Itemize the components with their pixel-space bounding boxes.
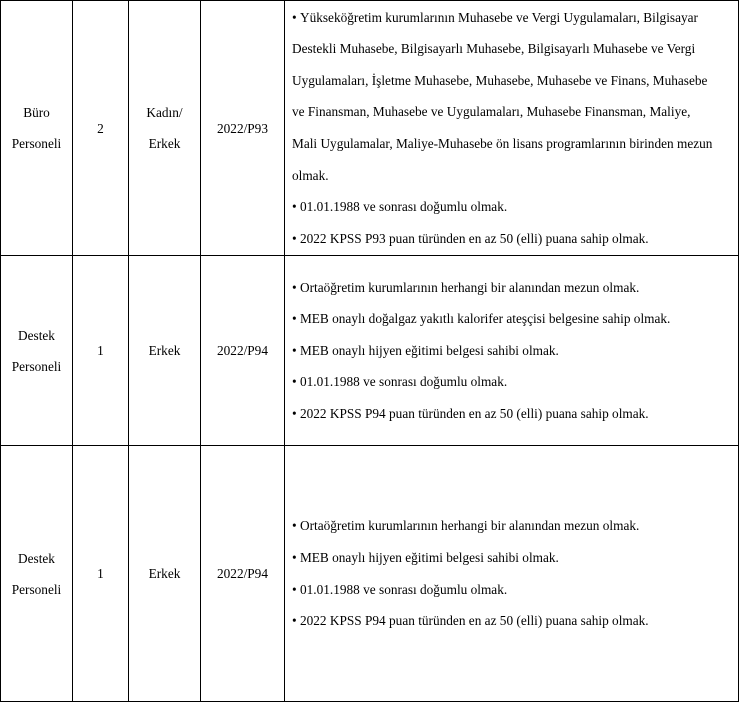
position-line: Destek	[18, 327, 55, 343]
table-row	[1, 1, 739, 256]
position-cell	[1, 1, 73, 256]
code-cell: 2022/P94	[201, 446, 285, 702]
requirements-cell	[285, 446, 739, 702]
requirement-item-continued: Mali Uygulamalar, Maliye-Muhasebe ön lisans programlarının birinden mezun	[292, 136, 713, 151]
count-cell: 1	[73, 256, 129, 446]
code-cell: 2022/P93	[201, 1, 285, 256]
requirement-item: • 01.01.1988 ve sonrası doğumlu olmak.	[292, 191, 730, 223]
position-line: Büro	[23, 105, 50, 120]
requirement-item: • 2022 KPSS P94 puan türünden en az 50 (elli) puana sahip olmak.	[292, 398, 730, 430]
requirement-item: • 2022 KPSS P93 puan türünden en az 50 (elli) puana sahip olmak.	[292, 223, 730, 255]
gender-line: Erkek	[148, 136, 181, 151]
requirement-item-continued: olmak.	[292, 167, 329, 183]
position-cell	[1, 256, 73, 446]
gender-cell: Erkek	[129, 256, 201, 446]
requirement-item: • MEB onaylı hijyen eğitimi belgesi sahibi olmak.	[292, 542, 730, 574]
requirement-item: • Ortaöğretim kurumlarının herhangi bir alanından mezun olmak.	[292, 510, 730, 542]
requirement-item: • Yükseköğretim kurumlarının Muhasebe ve Vergi Uygulamaları, Bilgisayar	[292, 2, 730, 34]
requirements-cell	[285, 256, 739, 446]
table-row	[1, 446, 739, 702]
requirement-item: • 01.01.1988 ve sonrası doğumlu olmak.	[292, 574, 730, 606]
code-cell: 2022/P94	[201, 256, 285, 446]
gender-cell: Erkek	[129, 446, 201, 702]
position-line: Personeli	[11, 358, 62, 374]
position-line: Personeli	[11, 136, 62, 151]
table-row	[1, 256, 739, 446]
requirement-item: • MEB onaylı hijyen eğitimi belgesi sahibi olmak.	[292, 335, 730, 367]
gender-line: Kadın/	[146, 105, 183, 120]
requirement-item-continued: Uygulamaları, İşletme Muhasebe, Muhasebe, Muhasebe ve Finans, Muhasebe	[292, 72, 708, 88]
count-cell: 2	[73, 1, 129, 256]
position-line: Personeli	[11, 581, 62, 597]
requirement-item: • 2022 KPSS P94 puan türünden en az 50 (elli) puana sahip olmak.	[292, 605, 730, 637]
requirement-item-continued: Destekli Muhasebe, Bilgisayarlı Muhasebe, Bilgisayarlı Muhasebe ve Vergi	[292, 41, 696, 57]
requirement-item-continued: ve Finansman, Muhasebe ve Uygulamaları, Muhasebe Finansman, Maliye,	[292, 104, 691, 120]
requirement-item: • 01.01.1988 ve sonrası doğumlu olmak.	[292, 366, 730, 398]
position-cell	[1, 446, 73, 702]
requirement-item: • Ortaöğretim kurumlarının herhangi bir alanından mezun olmak.	[292, 272, 730, 304]
gender-cell	[129, 1, 201, 256]
position-line: Destek	[18, 550, 55, 566]
requirements-cell	[285, 1, 739, 256]
count-cell: 1	[73, 446, 129, 702]
requirement-item: • MEB onaylı doğalgaz yakıtlı kalorifer ateşçisi belgesine sahip olmak.	[292, 303, 730, 335]
